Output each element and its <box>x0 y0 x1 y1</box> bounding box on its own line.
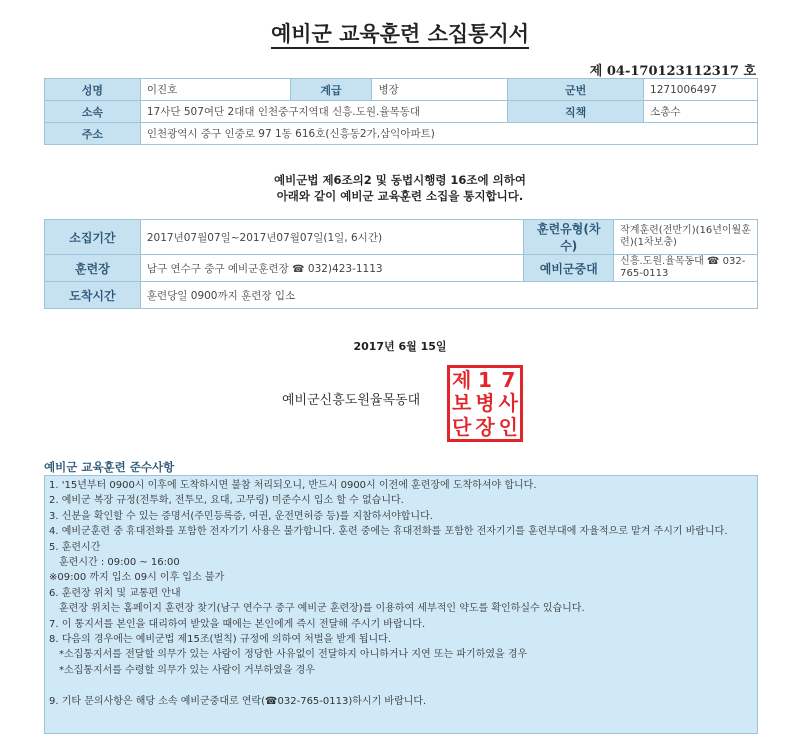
address-value: 인천광역시 중구 인중로 97 1동 616호(신흥동2가,삼익아파트) <box>140 123 757 145</box>
name-label: 성명 <box>45 79 141 101</box>
notice-line: 예비군법 제6조의2 및 동법시행령 16조에 의하여 <box>274 173 526 187</box>
table-row <box>45 123 758 145</box>
document-title: 예비군 교육훈련 소집통지서 <box>0 18 800 48</box>
period-value: 2017년07월07일~2017년07월07일(1일, 6시간) <box>140 220 523 255</box>
reserve-company-name: 신흥.도원.율목동대 <box>620 256 704 267</box>
official-seal <box>447 365 523 442</box>
phone-icon: ☎ <box>292 263 305 275</box>
seal-char: 사 <box>498 391 518 416</box>
address-label: 주소 <box>45 123 141 145</box>
reserve-company-label: 예비군중대 <box>524 255 614 282</box>
seal-char: 단 <box>452 415 472 440</box>
training-place-label: 훈련장 <box>45 255 141 282</box>
table-row <box>45 282 758 309</box>
seal-char: 보 <box>452 391 472 416</box>
rule-line: 9. 기타 문의사항은 해당 소속 예비군중대로 연락(☎032-765-0113)하시기 바랍니다. <box>49 695 427 707</box>
table-row <box>45 255 758 282</box>
training-type-label: 훈련유형(차수) <box>524 220 614 255</box>
training-info-table <box>44 219 758 309</box>
personal-info-table <box>44 78 758 145</box>
arrival-time-label: 도착시간 <box>45 282 141 309</box>
document-number: 제 04-170123112317 호 <box>589 64 756 79</box>
duty-value: 소총수 <box>644 101 758 123</box>
arrival-time-value: 훈련당일 0900까지 훈련장 입소 <box>140 282 757 309</box>
rank-value: 병장 <box>372 79 508 101</box>
rule-line: 5. 훈련시간 <box>49 541 101 553</box>
table-row <box>45 220 758 255</box>
rule-line <box>49 678 753 693</box>
rule-line: 3. 신분을 확인할 수 있는 증명서(주민등록증, 여권, 운전면허증 등)를 지참하셔야합니다. <box>49 510 433 522</box>
rule-line: 6. 훈련장 위치 및 교통편 안내 <box>49 587 181 599</box>
training-place-name: 남구 연수구 중구 예비군훈련장 <box>146 262 289 275</box>
seal-char: 7 <box>501 367 516 392</box>
rule-line: 1. '15년부터 0900시 이후에 도착하시면 불참 처리되오니, 반드시 0900시 이전에 훈련장에 도착하셔야 합니다. <box>49 480 537 491</box>
training-type-value: 작계훈련(전반기)(16년이월훈련)(1차보충) <box>614 220 758 255</box>
affiliation-value: 17사단 507여단 2대대 인천중구지역대 신흥.도원.율목동대 <box>140 101 507 123</box>
training-place-phone: 032)423-1113 <box>307 262 383 275</box>
name-value: 이진호 <box>140 79 290 101</box>
issue-date: 2017년 6월 15일 <box>353 340 447 353</box>
rule-line: 훈련시간 : 09:00 ~ 16:00 <box>59 557 180 569</box>
rule-line: *소집통지서를 수령할 의무가 있는 사람이 거부하였을 경우 <box>59 664 315 676</box>
legal-notice <box>0 172 800 204</box>
seal-char: 장 <box>475 415 495 440</box>
rule-line: 훈련장 위치는 홈페이지 훈련장 찾기(남구 연수구 중구 예비군 훈련장)를 이용하여 세부적인 약도를 확인하실수 있습니다. <box>59 603 585 615</box>
rank-label: 계급 <box>290 79 372 101</box>
rules-box <box>44 475 758 734</box>
rule-line: 4. 예비군훈련 중 휴대전화를 포함한 전자기기 사용은 불가합니다. 훈련 중에는 휴대전화를 포함한 전자기기를 훈련부대에 자율적으로 맡겨 주시기 바랍니다. <box>49 526 728 538</box>
training-place-value <box>140 255 523 282</box>
rule-line: *소집통지서를 전달할 의무가 있는 사람이 정당한 사유없이 전달하지 아니하거나 지연 또는 파기하였을 경우 <box>59 649 528 661</box>
seal-char: 병 <box>475 391 495 416</box>
seal-char: 인 <box>498 415 518 440</box>
rules-title: 예비군 교육훈련 준수사항 <box>44 460 175 474</box>
service-number-value: 1271006497 <box>644 79 758 101</box>
affiliation-label: 소속 <box>45 101 141 123</box>
table-row <box>45 79 758 101</box>
duty-label: 직책 <box>508 101 644 123</box>
rule-line: 7. 이 통지서를 본인을 대리하여 받았을 때에는 본인에게 즉시 전달해 주시기 바랍니다. <box>49 618 426 630</box>
seal-char: 1 <box>478 367 492 392</box>
reserve-company-phone: 032-765-0113 <box>620 256 746 279</box>
notice-line: 아래와 같이 예비군 교육훈련 소집을 통지합니다. <box>276 189 524 203</box>
service-number-label: 군번 <box>508 79 644 101</box>
issuing-unit-name: 예비군신흥도원율목동대 <box>282 393 421 408</box>
period-label: 소집기간 <box>45 220 141 255</box>
seal-char: 제 <box>452 367 472 392</box>
rule-line: ※09:00 까지 입소 09시 이후 입소 불가 <box>49 572 225 584</box>
rule-line: 8. 다음의 경우에는 예비군법 제15조(벌칙) 규정에 의하여 처벌을 받게 됩니다. <box>49 634 391 646</box>
rule-line: 2. 예비군 복장 규정(전투화, 전투모, 요대, 고무링) 미준수시 입소 할 수 없습니다. <box>49 495 404 507</box>
phone-icon: ☎ <box>707 256 720 267</box>
table-row <box>45 101 758 123</box>
reserve-company-value <box>614 255 758 282</box>
